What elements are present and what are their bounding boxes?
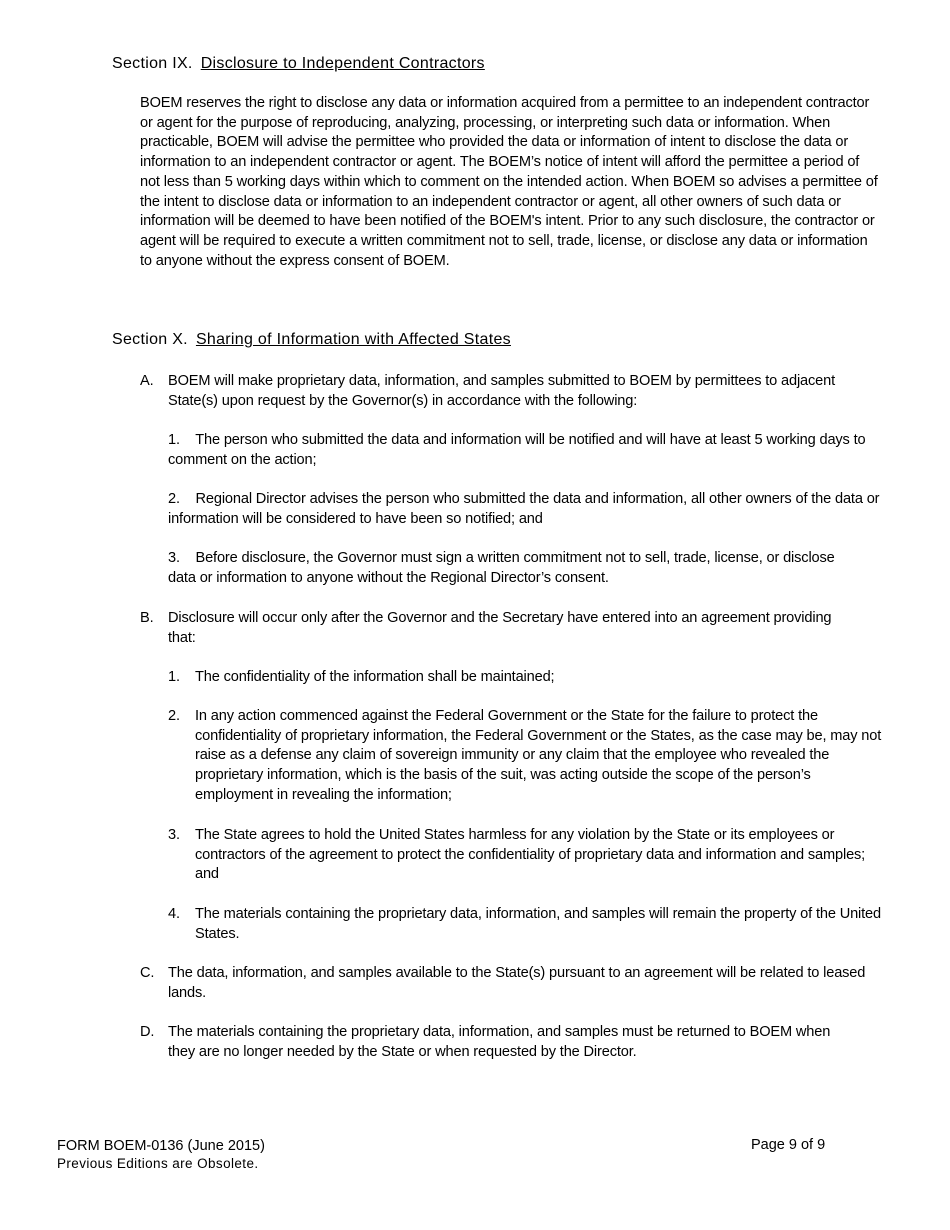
footer-form-info <box>57 1137 265 1173</box>
section-ix-body: BOEM reserves the right to disclose any data or information acquired from a permittee to an independent contractor or agent for the purpose of reproducing, analyzing, processing, or interpreting such data or information. When practicable, BOEM will advise the permittee who provided the data or information of intent to disclose the data or information to an independent contractor or agent. The BOEM’s notice of intent will afford the permittee a period of not less than 5 working days within which to comment on the intended action. When BOEM so advises a permittee of the intent to disclose data or information to an independent contractor or agent, all other owners of such data or information will be deemed to have been notified of the BOEM's intent. Prior to any such disclosure, the contractor or agent will be required to execute a written commitment not to sell, trade, license, or disclose any data or information to anyone without the express consent of BOEM. <box>140 95 878 269</box>
section-ix-heading <box>112 55 485 73</box>
footer-form-number: FORM BOEM-0136 (June 2015) <box>57 1138 265 1154</box>
item-a-label: A. <box>140 373 154 389</box>
item-b-text: Disclosure will occur only after the Governor and the Secretary have entered into an agreement providing that: <box>168 610 832 646</box>
section-ix-title: Disclosure to Independent Contractors <box>200 55 485 72</box>
item-a-1-body: The person who submitted the data and information will be notified and will have at least 5 working days to comment on the action; <box>168 432 866 468</box>
footer-editions-note: Previous Editions are Obsolete. <box>57 1156 259 1171</box>
item-b-4-label: 4. <box>168 906 180 922</box>
item-b-2-label: 2. <box>168 708 180 724</box>
section-x-title: Sharing of Information with Affected States <box>195 331 511 348</box>
item-b-3-label: 3. <box>168 827 180 843</box>
item-a-text: BOEM will make proprietary data, information, and samples submitted to BOEM by permittees to adjacent State(s) upon request by the Governor(s) in accordance with the following: <box>168 373 836 409</box>
item-b-1-label: 1. <box>168 669 180 685</box>
section-ix-label: Section IX. <box>112 55 193 72</box>
section-x-label: Section X. <box>112 331 188 348</box>
item-b-3-text: The State agrees to hold the United States harmless for any violation by the State or its employees or contractors of the agreement to protect the confidentiality of proprietary data and information and samples; and <box>195 827 866 883</box>
item-c-label: C. <box>140 965 155 981</box>
item-c-text: The data, information, and samples available to the State(s) pursuant to an agreement will be related to leased lands. <box>168 965 866 1001</box>
item-b-2-text: In any action commenced against the Federal Government or the State for the failure to protect the confidentiality of proprietary information, the Federal Government or the States, as the case may be, may not raise as a defense any claim of sovereign immunity or any claim that the employee who revealed the proprietary information, which is the basis of the suit, was acting outside the scope of the person’s employment in revealing the information; <box>195 708 882 803</box>
item-d-text: The materials containing the proprietary data, information, and samples must be returned to BOEM when they are no longer needed by the State or when requested by the Director. <box>168 1024 831 1060</box>
item-a-2-body: Regional Director advises the person who submitted the data and information, all other owners of the data or information will be considered to have been so notified; and <box>168 491 880 527</box>
item-a-3-text <box>168 549 858 588</box>
footer-page-number: Page 9 of 9 <box>751 1137 826 1153</box>
item-a-3-body: Before disclosure, the Governor must sign a written commitment not to sell, trade, license, or disclose data or information to anyone without the Regional Director’s consent. <box>168 550 835 586</box>
section-x-heading <box>112 331 511 349</box>
item-b-label: B. <box>140 610 154 626</box>
item-a-2-label: 2. <box>168 491 180 507</box>
item-b-4-text: The materials containing the proprietary data, information, and samples will remain the property of the United States. <box>195 906 881 942</box>
item-b-1-text: The confidentiality of the information shall be maintained; <box>195 669 555 685</box>
item-d-label: D. <box>140 1024 155 1040</box>
item-a-1-text <box>168 431 888 470</box>
item-a-1-label: 1. <box>168 432 180 448</box>
item-a-3-label: 3. <box>168 550 180 566</box>
item-a-2-text <box>168 490 890 529</box>
